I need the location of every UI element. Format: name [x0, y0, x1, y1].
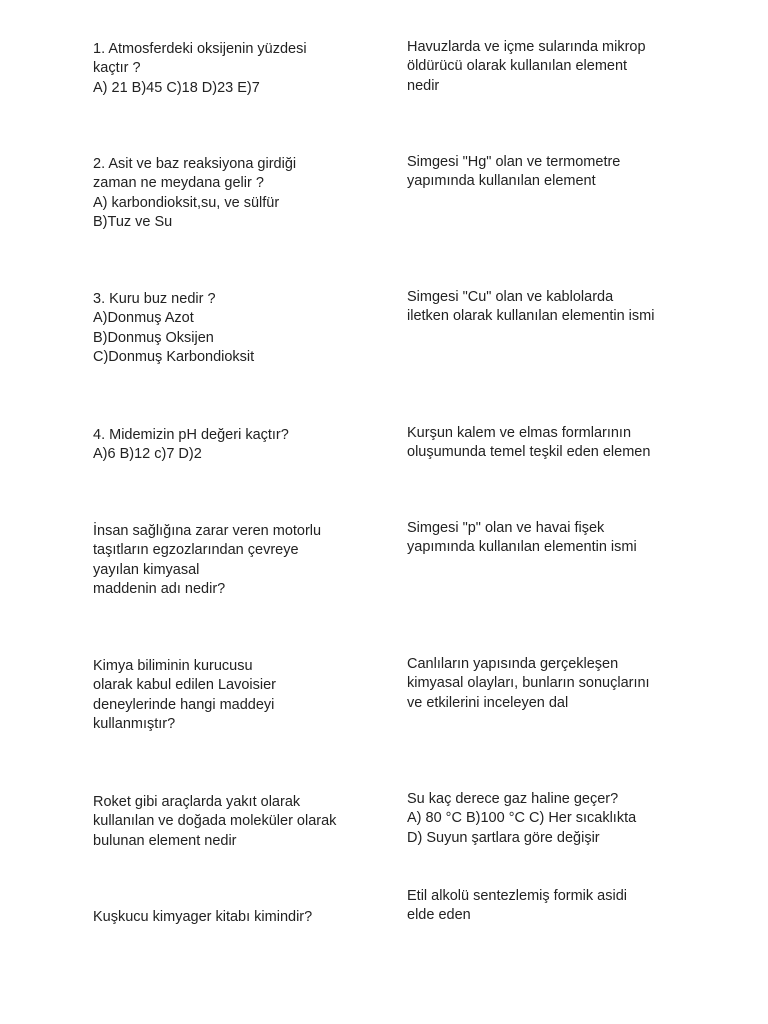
question-line: kullanılan ve doğada moleküler olarak	[93, 813, 337, 830]
question-line: nedir	[407, 77, 440, 94]
question-right-2	[407, 153, 620, 192]
question-line: iletken olarak kullanılan elementin ismi	[407, 308, 655, 325]
question-line: C)Donmuş Karbondioksit	[93, 349, 255, 366]
question-line: maddenin adı nedir?	[93, 581, 226, 598]
question-line: öldürücü olarak kullanılan element	[407, 58, 628, 75]
question-line: zaman ne meydana gelir ?	[93, 175, 264, 192]
question-line: taşıtların egzozlarından çevreye	[93, 542, 299, 559]
question-line: Kimya biliminin kurucusu	[93, 658, 253, 674]
question-left-8	[93, 908, 312, 927]
question-right-4	[407, 424, 650, 463]
question-line: yayılan kimyasal	[93, 561, 200, 578]
question-line: kimyasal olayları, bunların sonuçlarını	[407, 675, 650, 692]
question-line: Etil alkolü sentezlemiş formik asidi	[407, 888, 627, 904]
question-line: 4. Midemizin pH değeri kaçtır?	[93, 427, 289, 443]
question-line: Roket gibi araçlarda yakıt olarak	[93, 794, 301, 810]
question-line: A) 21 B)45 C)18 D)23 E)7	[93, 79, 260, 96]
question-line: Simgesi "p" olan ve havai fişek	[407, 520, 605, 536]
question-line: A)Donmuş Azot	[93, 310, 194, 327]
question-line: Kurşun kalem ve elmas formlarının	[407, 425, 632, 441]
question-line: Simgesi "Hg" olan ve termometre	[407, 154, 621, 170]
question-right-1	[407, 38, 646, 96]
question-line: A) karbondioksit,su, ve sülfür	[93, 194, 280, 211]
question-line: 2. Asit ve baz reaksiyona girdiği	[93, 156, 297, 172]
question-right-8	[407, 887, 627, 926]
question-left-1	[93, 40, 307, 98]
question-right-7	[407, 790, 636, 848]
question-line: bulunan element nedir	[93, 832, 237, 849]
question-line: Su kaç derece gaz haline geçer?	[407, 791, 619, 807]
question-left-4	[93, 426, 289, 465]
question-line: 3. Kuru buz nedir ?	[93, 291, 216, 307]
question-line: Simgesi "Cu" olan ve kablolarda	[407, 289, 614, 305]
question-left-7	[93, 793, 336, 851]
question-line: Kuşkucu kimyager kitabı kimindir?	[93, 909, 313, 925]
question-line: yapımında kullanılan element	[407, 173, 596, 190]
question-left-6	[93, 657, 276, 735]
question-line: ve etkilerini inceleyen dal	[407, 694, 569, 711]
question-line: elde eden	[407, 907, 471, 924]
question-line: A) 80 °C B)100 °C C) Her sıcaklıkta	[407, 810, 637, 827]
question-right-3	[407, 288, 654, 327]
question-line: Canlıların yapısında gerçekleşen	[407, 656, 619, 672]
question-line: kaçtır ?	[93, 60, 141, 77]
question-line: A)6 B)12 c)7 D)2	[93, 446, 202, 463]
question-left-5	[93, 522, 321, 600]
question-line: kullanmıştır?	[93, 716, 176, 733]
question-line: B)Tuz ve Su	[93, 214, 173, 231]
question-line: yapımında kullanılan elementin ismi	[407, 539, 637, 556]
question-line: B)Donmuş Oksijen	[93, 329, 214, 346]
question-line: deneylerinde hangi maddeyi	[93, 696, 275, 713]
question-line: D) Suyun şartlara göre değişir	[407, 829, 600, 846]
question-left-2	[93, 155, 296, 233]
question-line: oluşumunda temel teşkil eden elemen	[407, 444, 651, 461]
question-line: olarak kabul edilen Lavoisier	[93, 677, 276, 694]
question-line: İnsan sağlığına zarar veren motorlu	[93, 523, 322, 539]
question-right-5	[407, 519, 637, 558]
question-line: Havuzlarda ve içme sularında mikrop	[407, 39, 646, 55]
question-left-3	[93, 290, 254, 368]
question-line: 1. Atmosferdeki oksijenin yüzdesi	[93, 41, 307, 57]
question-right-6	[407, 655, 650, 713]
